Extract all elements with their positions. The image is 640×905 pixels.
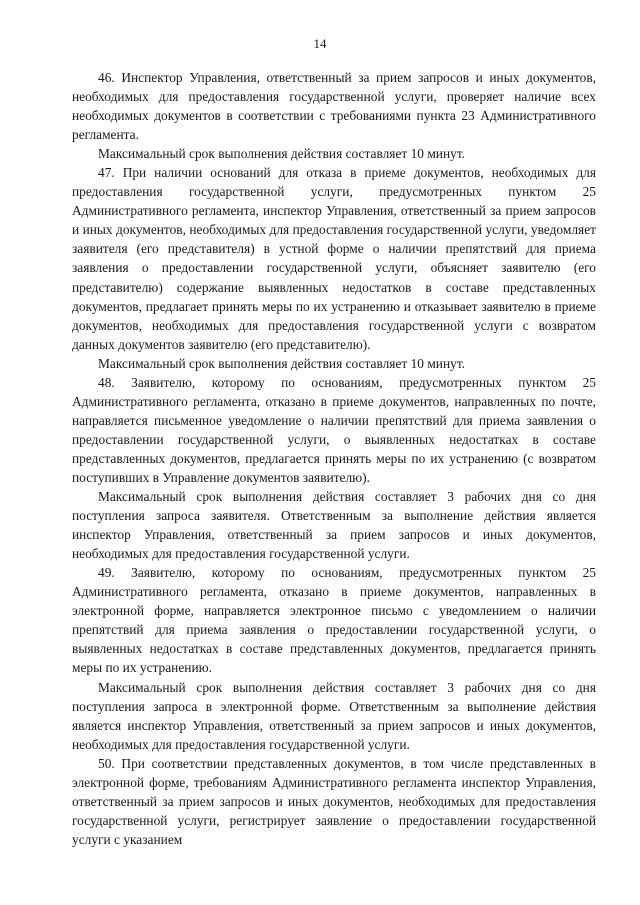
paragraph-47-time-limit: Максимальный срок выполнения действия составляет 10 минут. [98, 355, 466, 371]
paragraph-50: 50. При соответствии представленных документов, в том числе представленных в электронной форме, требованиям Административного регламента инспектор Управления, ответственный за прием запросов и иных документов, необходимых для предоставления государственной услуги, регистрирует заявление о предоставлении государственной услуги с указанием [72, 755, 596, 847]
paragraph-46-time-limit: Максимальный срок выполнения действия составляет 10 минут. [98, 146, 466, 162]
paragraph-49: 49. Заявителю, которому по основаниям, предусмотренных пунктом 25 Административного регламента, отказано в приеме документов, направленных в электронной форме, направляется электронное письмо с уведомлением о наличии препятствий для приема заявления о предоставлении государственной услуги, о выявленных недостатках в составе представленных документов, предлагается принять меры по их устранению. [72, 565, 596, 676]
paragraph-48: 48. Заявителю, которому по основаниям, предусмотренных пунктом 25 Административного регламента, отказано в приеме документов, направленных по почте, направляется письменное уведомление о наличии препятствий для приема заявления о предоставлении государственной услуги, о выявленных недостатках в составе представленных документов, предлагается принять меры по их устранению (с возвратом поступивших в Управление документов заявителю). [72, 374, 596, 485]
document-body [72, 68, 596, 849]
paragraph-47: 47. При наличии оснований для отказа в приеме документов, необходимых для предоставления государственной услуги, предусмотренных пунктом 25 Административного регламента, инспектор Управления, ответственный за прием запросов и иных документов, необходимых для предоставления государственной услуги, уведомляет заявителя (его представителя) в устной форме о наличии препятствий для приема заявления о предоставлении государственной услуги, объясняет заявителю (его представителю) содержание выявленных недостатков в составе представленных документов, предлагает принять меры по их устранению и отказывает заявителю в приеме документов, необходимых для предоставления государственной услуги с возвратом данных документов заявителю (его представителю). [72, 165, 596, 352]
paragraph-46: 46. Инспектор Управления, ответственный за прием запросов и иных документов, необходимых для предоставления государственной услуги, проверяет наличие всех необходимых документов в соответствии с требованиями пункта 23 Административного регламента. [72, 70, 596, 143]
paragraph-49-time-limit: Максимальный срок выполнения действия составляет 3 рабочих дня со дня поступления запроса в электронной форме. Ответственным за выполнение действия является инспектор Управления, ответственный за прием запросов и иных документов, необходимых для предоставления государственной услуги. [72, 679, 596, 752]
paragraph-48-time-limit: Максимальный срок выполнения действия составляет 3 рабочих дня со дня поступления запроса заявителя. Ответственным за выполнение действия является инспектор Управления, ответственный за прием запросов и иных документов, необходимых для предоставления государственной услуги. [72, 489, 596, 562]
page-number: 14 [313, 36, 327, 51]
